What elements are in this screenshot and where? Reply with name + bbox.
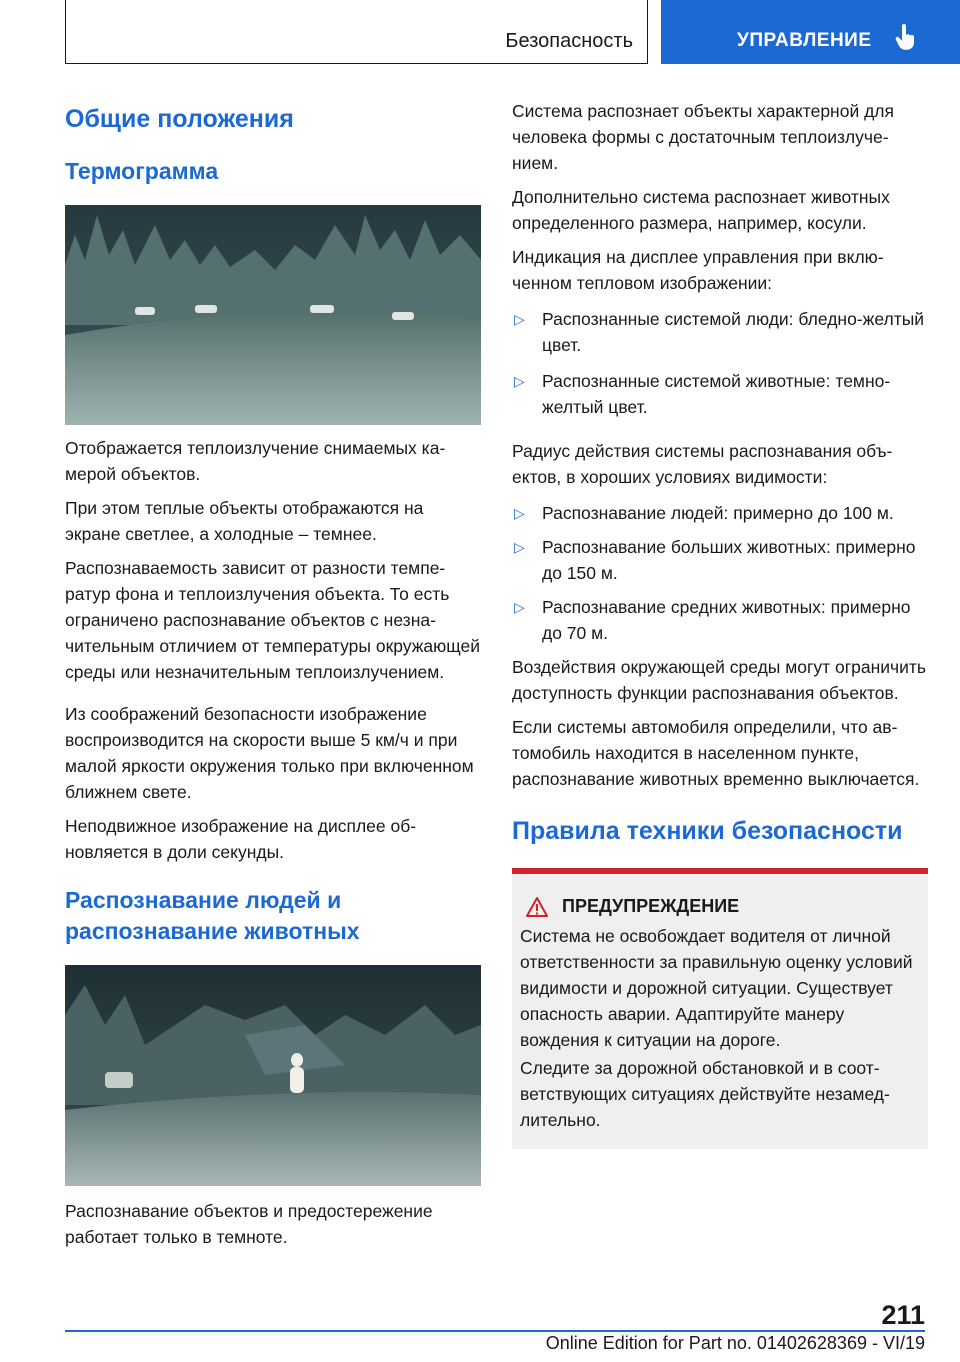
paragraph: Распознаваемость зависит от разности температур фона и теплоизлучения объекта. То есть ограничено распознавание объектов с незначительным отличием от температуры окружающей среды или незначительным теплоизлучением. [65, 558, 480, 682]
hand-pointer-icon [895, 24, 917, 57]
list-item: ▷ Распознавание людей: примерно до 100 м. [512, 500, 928, 526]
footer-divider [65, 1330, 925, 1332]
list-item: ▷ Распознанные системой люди: бледно-желтый цвет. [512, 306, 928, 358]
subsection-title-recognition: Распознавание людей и распознавание животных [65, 887, 360, 944]
bullet-icon: ▷ [514, 599, 525, 615]
paragraph: При этом теплые объекты отображаются на экране светлее, а холодные – темнее. [65, 498, 424, 544]
header-section-title: Безопасность [505, 30, 633, 52]
paragraph: Неподвижное изображение на дисплее обновляется в доли секунды. [65, 816, 417, 862]
paragraph: Индикация на дисплее управления при включенном тепловом изображении: [512, 247, 884, 293]
header-section-box [65, 0, 648, 64]
left-column [65, 100, 481, 1250]
warning-text: Следите за дорожной обстановкой и в соответствующих ситуациях действуйте незамедлительно. [520, 1058, 890, 1130]
paragraph: Из соображений безопасности изображение воспроизводится на скорости выше 5 км/ч и при малой яркости окружения только при включенном ближнем свете. [65, 704, 474, 802]
warning-box [512, 868, 928, 1149]
warning-text: Система не освобождает водителя от личной ответственности за правильную оценку условий видимости и дорожной ситуации. Существует опасность аварии. Адаптируйте манеру вождения к ситуации на дороге. [520, 926, 913, 1050]
list-ranges [512, 500, 928, 646]
paragraph: Дополнительно система распознает животных определенного размера, например, косули. [512, 187, 890, 233]
paragraph: Система распознает объекты характерной для человека формы с достаточным теплоизлучением. [512, 101, 894, 173]
bullet-icon: ▷ [514, 311, 525, 327]
list-item: ▷ Распознавание больших животных: примерно до 150 м. [512, 534, 928, 586]
warning-title: ПРЕДУПРЕЖДЕНИЕ [520, 896, 918, 917]
subsection-title-thermogram: Термограмма [65, 158, 219, 184]
bullet-icon: ▷ [514, 373, 525, 389]
list-colors [512, 306, 928, 420]
safety-heading: Правила техники безопасности [512, 817, 903, 845]
thermal-image-animals [65, 205, 481, 425]
list-item: ▷ Распознавание средних животных: примерно до 70 м. [512, 594, 928, 646]
paragraph: Распознавание объектов и предостережение работает только в темноте. [65, 1201, 433, 1247]
paragraph: Отображается теплоизлучение снимаемых камерой объектов. [65, 438, 446, 484]
bullet-icon: ▷ [514, 505, 525, 521]
section-title: Общие положения [65, 105, 294, 133]
paragraph: Радиус действия системы распознавания объектов, в хороших условиях видимости: [512, 441, 893, 487]
bullet-icon: ▷ [514, 539, 525, 555]
paragraph: Воздействия окружающей среды могут ограничить доступность функции распознавания объектов. [512, 657, 927, 703]
list-item: ▷ Распознанные системой животные: темно-желтый цвет. [512, 368, 928, 420]
header-chapter-tab[interactable] [661, 0, 960, 64]
paragraph: Если системы автомобиля определили, что автомобиль находится в населенном пункте, распознавание животных временно выключается. [512, 717, 920, 789]
right-column [512, 98, 928, 1149]
thermal-image-pedestrian [65, 965, 481, 1186]
header-chapter-label: УПРАВЛЕНИЕ [737, 30, 872, 51]
warning-triangle-icon [526, 897, 548, 917]
page-number: 211 [881, 1300, 925, 1330]
footer-edition: Online Edition for Part no. 01402628369 - VI/19 [545, 1333, 925, 1353]
